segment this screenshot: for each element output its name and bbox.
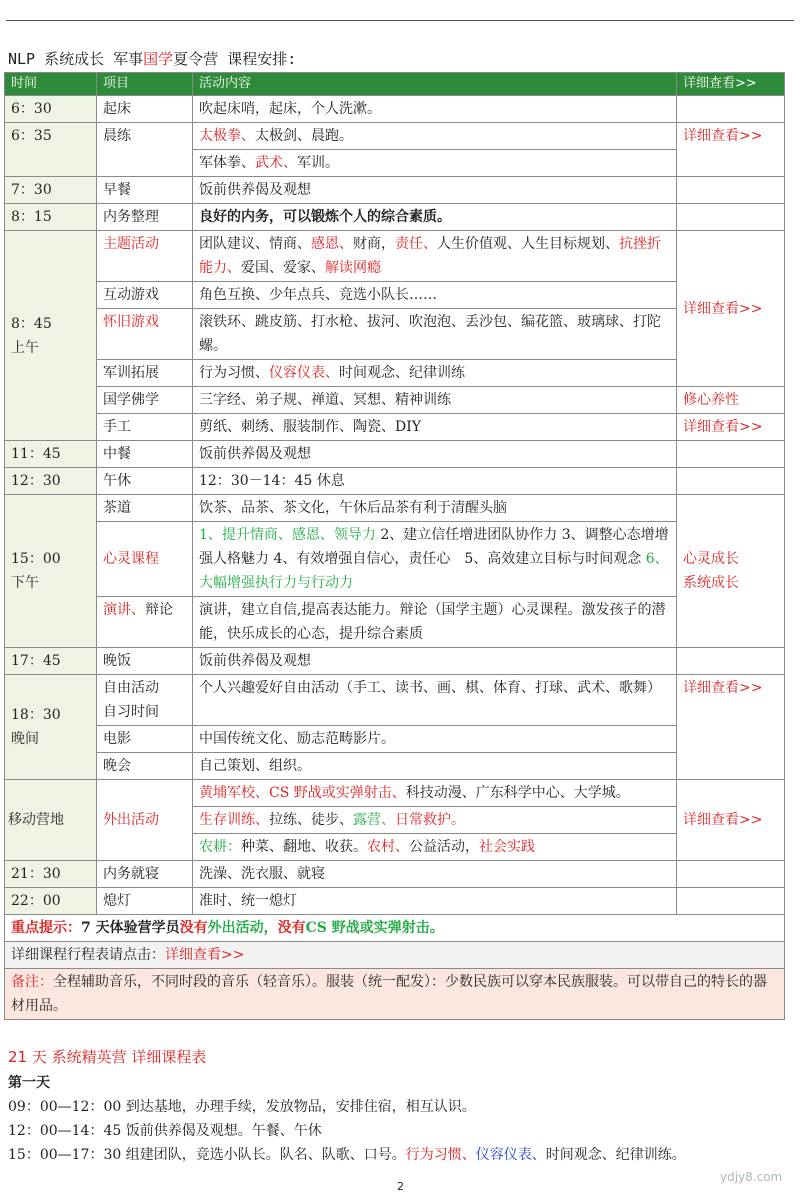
content-part: 黄埔军校、CS 野战或实弹射击、 [199, 785, 406, 801]
item-part: 演讲、 [103, 602, 145, 618]
item-cell: 早餐 [97, 177, 193, 204]
table-row [5, 648, 785, 675]
content-cell: 自己策划、组织。 [193, 753, 677, 780]
schedule-line: 12：00—14：45 饭前供养偈及观想。午餐、午休 [8, 1123, 322, 1139]
content-part: 团队建议、情商、 [199, 236, 311, 252]
table-row [5, 780, 785, 807]
detail-schedule-note [5, 942, 785, 969]
content-cell [193, 834, 677, 861]
content-cell: 个人兴趣爱好自由活动（手工、读书、画、棋、体育、打球、武术、歌舞） [193, 675, 677, 726]
content-part: 种菜、翻地、收获。 [241, 839, 367, 855]
content-part: 军训。 [297, 155, 339, 171]
time-period: 晚间 [11, 731, 39, 747]
content-part: 拉练、徒步、 [269, 812, 353, 828]
table-row [5, 360, 785, 387]
content-cell: 饭前供养偈及观想 [193, 441, 677, 468]
content-cell: 饮茶、品茶、茶文化，午休后品茶有利于清醒头脑 [193, 495, 677, 522]
content-cell: 滚铁环、跳皮筋、打水枪、拔河、吹泡泡、丢沙包、编花篮、玻璃球、打陀螺。 [193, 309, 677, 360]
content-part: 太极拳、 [199, 128, 255, 144]
detail-link[interactable]: 详细查看>> [677, 123, 785, 177]
item-cell: 怀旧游戏 [97, 309, 193, 360]
table-row [5, 177, 785, 204]
detail-cell [677, 177, 785, 204]
time-cell: 22：00 [5, 888, 97, 915]
heading-part3: 夏令营 课程安排: [173, 50, 297, 68]
notice-part: CS 野战或实弹射击。 [305, 920, 444, 936]
heading-part2: 国学 [143, 50, 174, 68]
content-cell: 剪纸、刺绣、服装制作、陶瓷、DIY [193, 414, 677, 441]
time-period: 上午 [11, 339, 39, 356]
content-part: 6、大幅增强执行力与行动力 [199, 551, 669, 591]
detail-link[interactable]: 详细查看>> [677, 414, 785, 441]
item-cell: 手工 [97, 414, 193, 441]
schedule-table [4, 72, 785, 1020]
remark-row [5, 969, 785, 1020]
detail-link-row [5, 942, 785, 969]
watermark: ydjy8.com [720, 1170, 783, 1184]
col-header-time: 时间 [5, 73, 97, 96]
table-row [5, 96, 785, 123]
detail-cell [677, 441, 785, 468]
top-rule [6, 20, 794, 21]
content-part: 2、建立信任增进团队协作力 3、调整心态增增强人格魅力 4、有效增强自信心，责任心 5、高效建立目标与时间观念 [199, 527, 669, 567]
line-part: 时间观念、纪律训练。 [545, 1147, 686, 1163]
content-part: 农村、 [367, 839, 409, 855]
content-part: 责任、 [395, 236, 437, 252]
item-cell: 起床 [97, 96, 193, 123]
table-row [5, 597, 785, 648]
content-part: 感恩、 [311, 236, 353, 252]
content-part: 人生价值观、人生目标规划、 [437, 236, 619, 252]
table-row [5, 522, 785, 597]
item-cell: 内务整理 [97, 204, 193, 231]
detail-text: 系统成长 [683, 575, 739, 591]
time-cell: 6：35 [5, 123, 97, 177]
detail-link[interactable]: 详细查看>> [677, 675, 785, 780]
content-cell [193, 150, 677, 177]
item-part: 自由活动 [103, 680, 159, 696]
content-cell: 中国传统文化、励志范畴影片。 [193, 726, 677, 753]
key-notice [5, 915, 785, 942]
content-cell: 良好的内务，可以锻炼个人的综合素质。 [193, 204, 677, 231]
time-cell: 12：30 [5, 468, 97, 495]
item-cell: 互动游戏 [97, 282, 193, 309]
time-cell [5, 231, 97, 441]
content-cell: 12：30－14：45 休息 [193, 468, 677, 495]
remark-label: 备注： [11, 974, 53, 990]
content-cell: 三字经、弟子规、禅道、冥想、精神训练 [193, 387, 677, 414]
time-period: 下午 [11, 575, 39, 591]
col-header-detail-link[interactable]: 详细查看>> [677, 73, 785, 96]
time-cell [5, 675, 97, 780]
content-part: 行为习惯、 [199, 365, 269, 381]
content-cell [193, 231, 677, 282]
content-cell: 演讲，建立自信,提高表达能力。辩论（国学主题）心灵课程。激发孩子的潜能，快乐成长的心态，提升综合素质 [193, 597, 677, 648]
detail-link[interactable]: 详细查看>> [677, 231, 785, 387]
notice-row [5, 915, 785, 942]
time-value: 8：45 [11, 315, 52, 332]
content-cell [193, 807, 677, 834]
remark-cell [5, 969, 785, 1020]
line-part: 行为习惯、 [405, 1147, 476, 1163]
content-cell [193, 780, 677, 807]
table-row [5, 726, 785, 753]
content-cell [193, 360, 677, 387]
col-header-content: 活动内容 [193, 73, 677, 96]
note-text: 详细课程行程表请点击： [11, 947, 165, 963]
content-part: 抗挫折能力、 [199, 236, 661, 276]
detail-cell: 修心养性 [677, 387, 785, 414]
line-part: 仪容仪表、 [475, 1147, 546, 1163]
content-part: 时间观念、纪律训练 [339, 365, 465, 381]
table-row [5, 387, 785, 414]
time-cell: 11：45 [5, 441, 97, 468]
content-part: 太极剑、晨跑。 [255, 128, 353, 144]
item-cell [97, 675, 193, 726]
remark-text: 全程辅助音乐，不同时段的音乐（轻音乐）。服装（统一配发）：少数民族可以穿本民族服装。可以带自己的特长的器材用品。 [11, 974, 767, 1014]
content-part: 1、提升情商、感恩、领导力 [199, 527, 376, 543]
item-cell: 国学佛学 [97, 387, 193, 414]
content-part: 农耕： [199, 839, 241, 855]
item-cell: 午休 [97, 468, 193, 495]
detail-cell [677, 96, 785, 123]
table-row [5, 441, 785, 468]
content-cell [193, 123, 677, 150]
content-part: 生存训练、 [199, 812, 269, 828]
content-part: 露营、 [353, 812, 395, 828]
table-row [5, 861, 785, 888]
item-cell: 电影 [97, 726, 193, 753]
page-heading [8, 48, 296, 69]
detail-cell [677, 648, 785, 675]
content-cell: 准时、统一熄灯 [193, 888, 677, 915]
table-row [5, 309, 785, 360]
table-row [5, 414, 785, 441]
notice-part: 没有 [277, 920, 306, 936]
table-row [5, 888, 785, 915]
col-header-item: 项目 [97, 73, 193, 96]
time-cell: 21：30 [5, 861, 97, 888]
content-cell: 饭前供养偈及观想 [193, 177, 677, 204]
detail-text: 心灵成长 [683, 551, 739, 567]
table-header-row [5, 73, 785, 96]
item-cell: 外出活动 [97, 780, 193, 861]
content-part: 财商， [353, 236, 395, 252]
content-part: 解读网瘾 [325, 260, 381, 276]
schedule-line [8, 1144, 686, 1164]
content-part: 日常救护。 [395, 812, 465, 828]
item-cell: 晚饭 [97, 648, 193, 675]
time-cell: 移动营地 [5, 780, 97, 861]
time-value: 15：00 [11, 551, 61, 567]
time-cell: 6：30 [5, 96, 97, 123]
item-cell [97, 597, 193, 648]
item-cell: 晨练 [97, 123, 193, 177]
detail-cell [677, 468, 785, 495]
notice-part: 外出活动， [207, 920, 278, 936]
time-cell: 17：45 [5, 648, 97, 675]
line-part: 15：00—17：30 组建团队，竞选小队长。队名、队歌、口号。 [8, 1147, 406, 1163]
notice-part: 没有 [179, 920, 208, 936]
content-part: 科技动漫、广东科学中心、大学城。 [405, 785, 630, 801]
detail-link[interactable]: 详细查看>> [165, 947, 245, 963]
table-row [5, 282, 785, 309]
item-cell: 心灵课程 [97, 522, 193, 597]
table-row [5, 753, 785, 780]
content-part: 公益活动， [409, 839, 479, 855]
content-cell: 角色互换、少年点兵、竞选小队长…… [193, 282, 677, 309]
table-row [5, 468, 785, 495]
table-row [5, 231, 785, 282]
content-part: 军体拳、 [199, 155, 255, 171]
page-number: 2 [397, 1180, 404, 1193]
table-row [5, 675, 785, 726]
detail-cell [677, 861, 785, 888]
content-part: 爱国、爱家、 [241, 260, 325, 276]
content-part: 武术、 [255, 155, 297, 171]
item-cell: 中餐 [97, 441, 193, 468]
detail-cell [677, 495, 785, 648]
content-cell: 饭前供养偈及观想 [193, 648, 677, 675]
content-part: 社会实践 [479, 839, 535, 855]
item-cell: 内务就寝 [97, 861, 193, 888]
table-row [5, 123, 785, 150]
item-cell: 主题活动 [97, 231, 193, 282]
section-title: 21 天 系统精英营 详细课程表 [8, 1048, 207, 1066]
item-cell: 茶道 [97, 495, 193, 522]
time-value: 18：30 [11, 707, 61, 723]
schedule-line: 09：00—12：00 到达基地，办理手续，发放物品，安排住宿，相互认识。 [8, 1099, 476, 1115]
detail-link[interactable]: 详细查看>> [677, 780, 785, 861]
detail-cell [677, 204, 785, 231]
table-row [5, 495, 785, 522]
item-cell: 晚会 [97, 753, 193, 780]
item-cell: 军训拓展 [97, 360, 193, 387]
time-cell: 7：30 [5, 177, 97, 204]
table-row [5, 204, 785, 231]
content-cell [193, 522, 677, 597]
day-heading: 第一天 [8, 1075, 50, 1091]
detail-cell [677, 888, 785, 915]
time-cell [5, 495, 97, 648]
notice-part: 重点提示： [11, 920, 81, 936]
notice-part: 7 天体验营学员 [81, 920, 180, 936]
item-cell: 熄灯 [97, 888, 193, 915]
heading-part1: NLP 系统成长 军事 [8, 50, 144, 68]
content-part: 仪容仪表、 [269, 365, 339, 381]
item-part: 辩论 [145, 602, 173, 618]
content-cell: 吹起床哨，起床，个人洗漱。 [193, 96, 677, 123]
item-part: 自习时间 [103, 704, 159, 720]
content-cell: 洗澡、洗衣服、就寝 [193, 861, 677, 888]
time-cell: 8：15 [5, 204, 97, 231]
